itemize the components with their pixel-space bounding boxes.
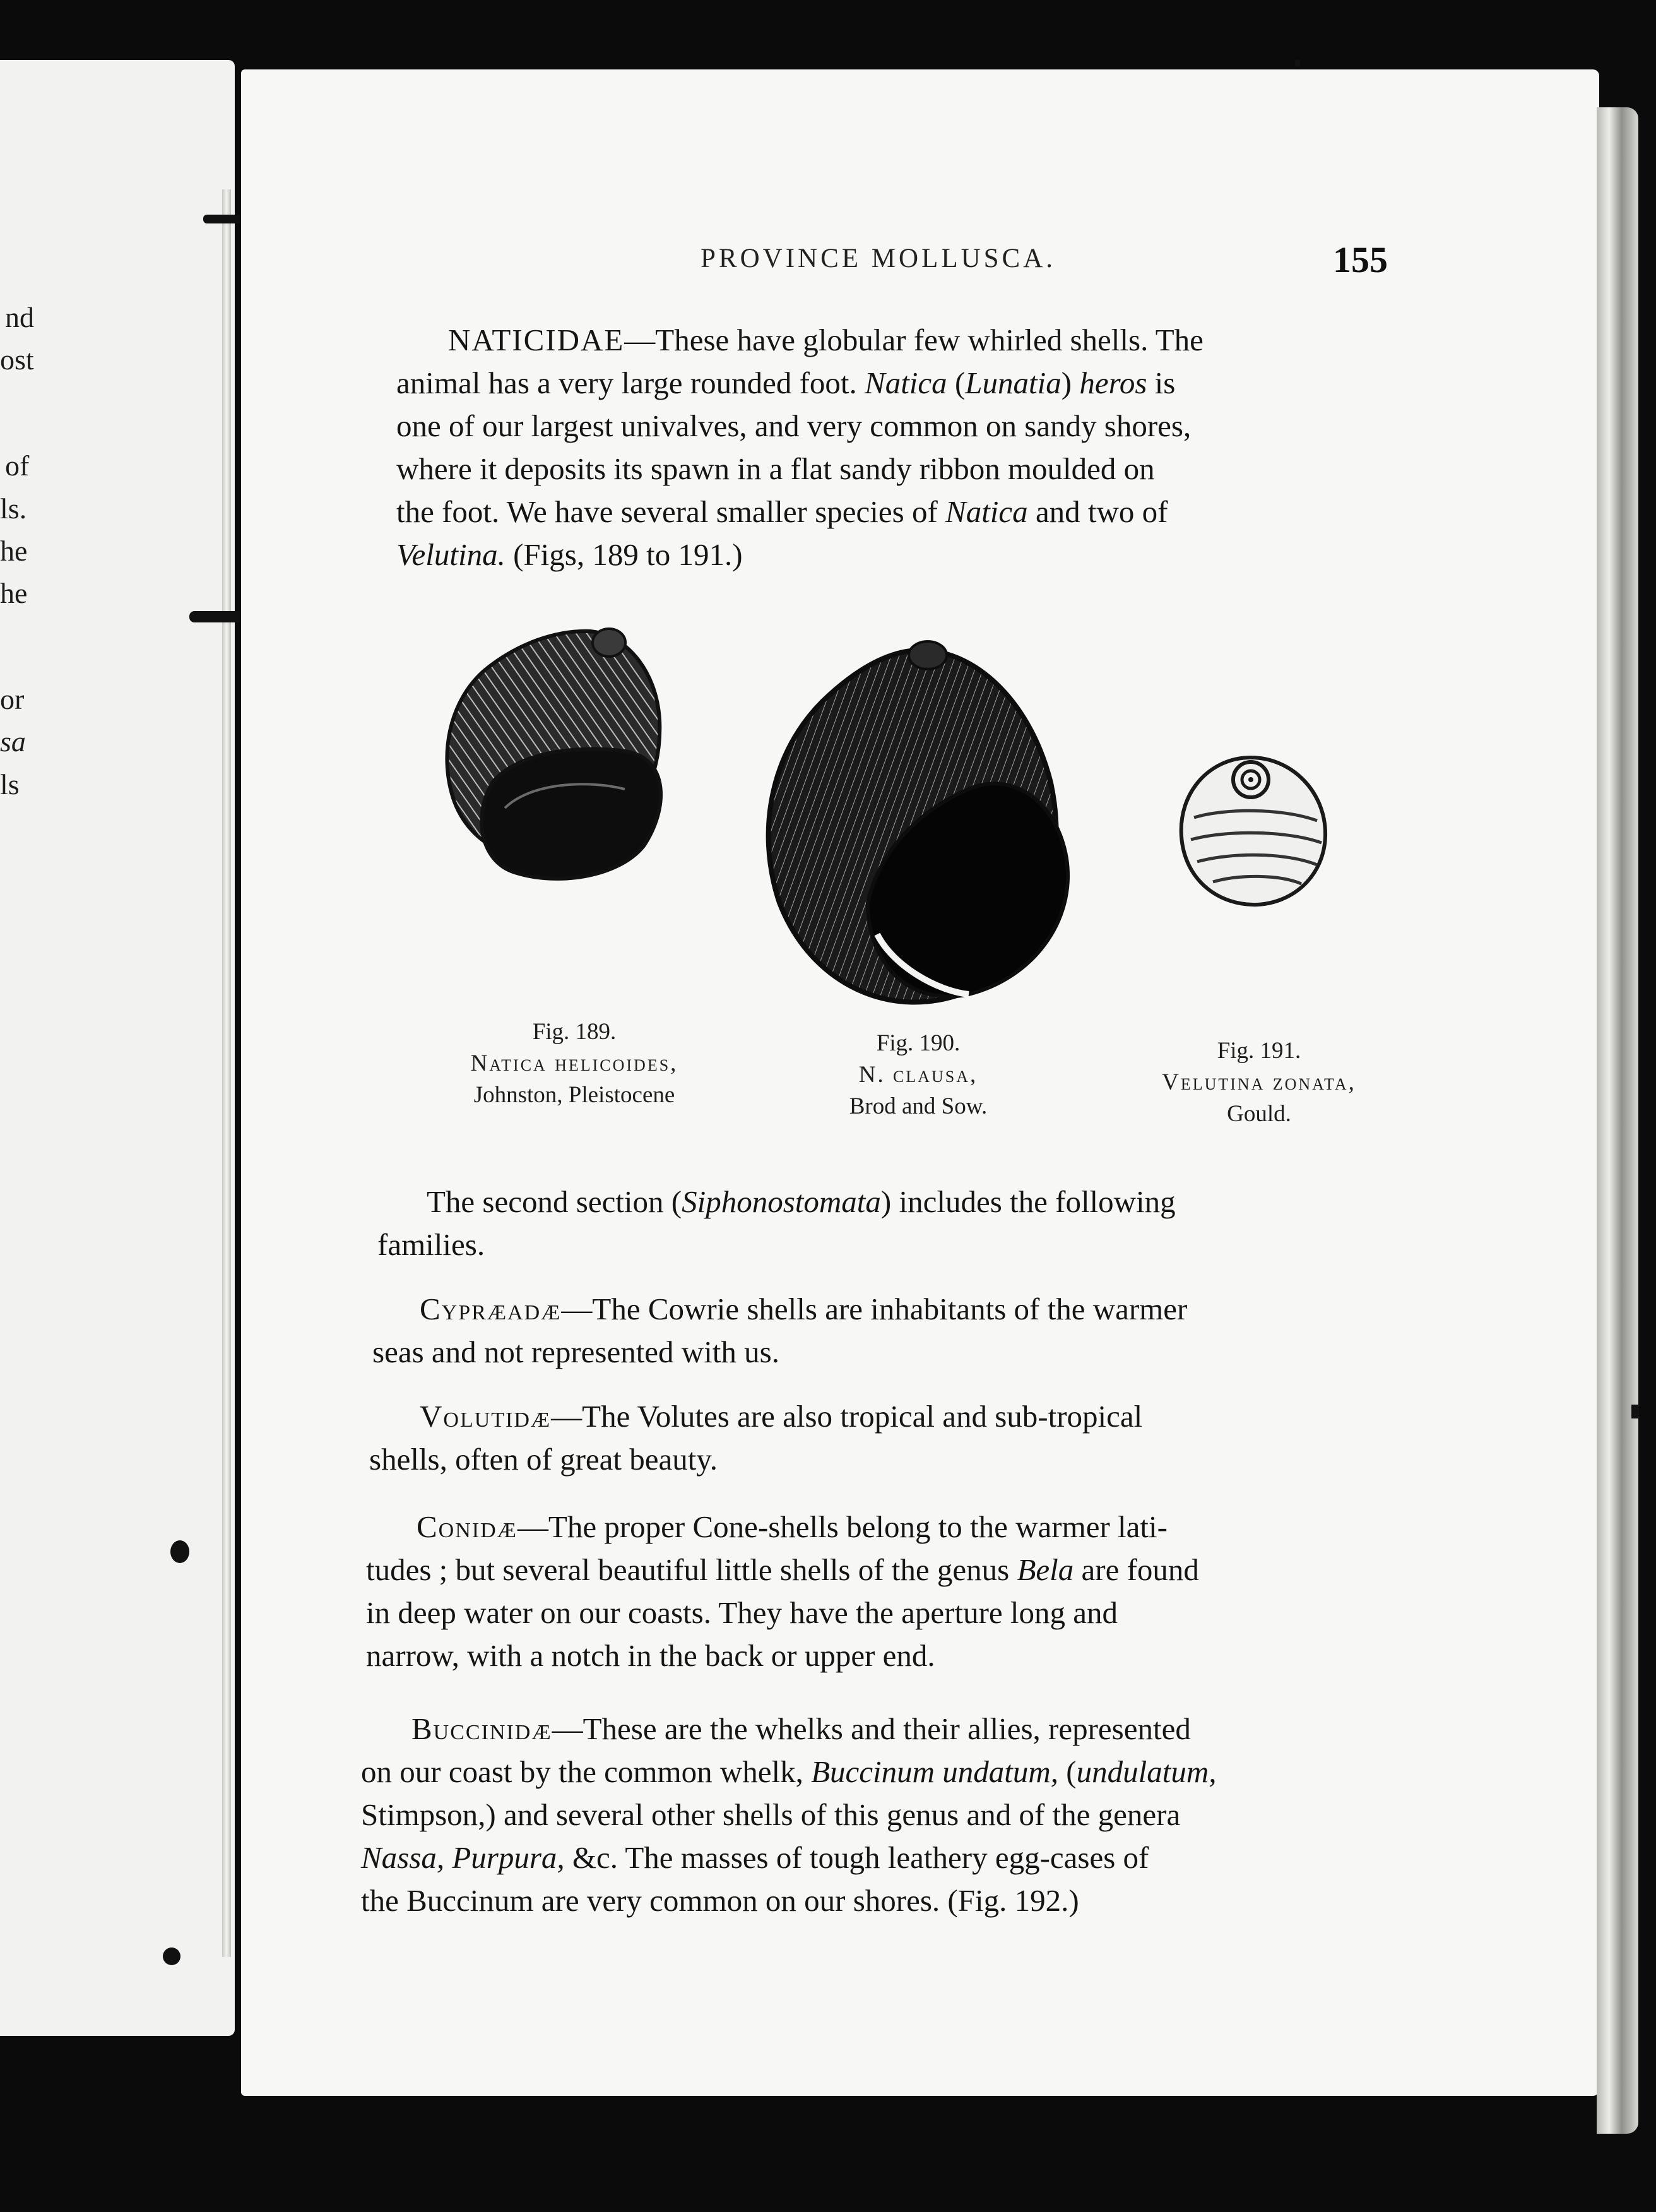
species-name: heros: [1079, 366, 1147, 400]
text-fragment: are found: [1081, 1552, 1199, 1587]
left-page-fragment: sa: [0, 725, 26, 758]
genus-name: Velutina.: [396, 537, 506, 572]
figure-caption: [1095, 1035, 1423, 1130]
text-line: —The Cowrie shells are inhabitants of the warmer: [561, 1292, 1188, 1326]
left-page-fragment: nd: [5, 301, 34, 333]
family-heading: Cypræadæ: [420, 1292, 562, 1326]
figure-author: Johnston, Pleistocene: [473, 1082, 675, 1108]
family-heading: Conidæ: [417, 1509, 518, 1544]
figure-author: Gould.: [1227, 1101, 1291, 1127]
scan-speck: [1295, 60, 1300, 66]
book-binding: [222, 189, 231, 1957]
figure-number: Fig. 191.: [1217, 1038, 1301, 1064]
left-page-fragment: he: [0, 577, 28, 609]
genus-name: Natica: [945, 494, 1028, 529]
text-fragment: ) includes the following: [880, 1184, 1176, 1219]
text-line: narrow, with a notch in the back or upper end.: [366, 1638, 935, 1673]
section-term: Siphonostomata: [682, 1184, 881, 1219]
shell-illustration-fig-191: [1175, 748, 1333, 912]
paragraph-cypraeadae: [372, 1288, 1366, 1374]
figure-reference: (Figs, 189 to 191.): [513, 537, 743, 572]
text-fragment: and two of: [1035, 494, 1168, 529]
figure-species: Velutina zonata,: [1162, 1069, 1356, 1095]
page-edge: [1597, 107, 1638, 2134]
family-heading: Volutidæ: [420, 1399, 552, 1434]
page-number: 155: [1333, 239, 1388, 280]
figure-number: Fig. 190.: [876, 1030, 961, 1056]
paragraph-conidae: [366, 1506, 1363, 1677]
figure-caption: [754, 1028, 1082, 1122]
binding-stitch: [163, 1947, 180, 1965]
text-line: the foot. We have several smaller species of: [396, 494, 938, 529]
family-heading: Buccinidæ: [411, 1711, 552, 1746]
figure-author: Brod and Sow.: [849, 1093, 988, 1119]
figure-caption: [410, 1016, 738, 1111]
text-line: one of our largest univalves, and very common on sandy shores,: [396, 408, 1192, 443]
genus-name: Natica: [865, 366, 947, 400]
left-page-fragment: of: [5, 449, 30, 482]
left-page: [0, 60, 235, 2036]
left-page-fragment: ls: [0, 768, 20, 800]
left-page-fragment: ost: [0, 343, 34, 376]
paragraph-buccinidae: [361, 1708, 1361, 1922]
paren-close: ): [1061, 366, 1072, 400]
species-alt-name: undulatum,: [1076, 1754, 1217, 1789]
text-line: Stimpson,) and several other shells of this genus and of the genera: [361, 1797, 1181, 1832]
scan-speck: [1631, 1405, 1639, 1418]
subgenus-name: Lunatia: [965, 366, 1062, 400]
left-page-fragment: ls.: [0, 492, 27, 525]
text-fragment: on our coast by the common whelk,: [361, 1754, 803, 1789]
text-line: animal has a very large rounded foot.: [396, 366, 857, 400]
text-line: —These have globular few whirled shells. The: [624, 323, 1204, 357]
left-page-fragment: or: [0, 683, 25, 715]
paren-open: (: [954, 366, 966, 400]
text-line: —These are the whelks and their allies, represented: [552, 1711, 1191, 1746]
text-line: shells, often of great beauty.: [369, 1442, 718, 1477]
paren-open: (: [1066, 1754, 1077, 1789]
genus-names: Nassa, Purpura,: [361, 1840, 565, 1875]
text-fragment: The second section (: [427, 1184, 682, 1219]
text-line: —The proper Cone-shells belong to the warmer lati-: [517, 1509, 1168, 1544]
paragraph-second-section: [377, 1180, 1371, 1266]
left-page-fragment: he: [0, 535, 28, 567]
text-line: where it deposits its spawn in a flat sandy ribbon moulded on: [396, 451, 1155, 486]
family-heading: NATICIDAE: [448, 323, 625, 357]
paragraph-volutidae: [369, 1395, 1366, 1481]
figure-species: N. clausa,: [858, 1062, 978, 1088]
genus-name: Bela: [1017, 1552, 1074, 1587]
species-name: Buccinum undatum,: [811, 1754, 1059, 1789]
text-line: families.: [377, 1227, 485, 1262]
paragraph-naticidae: [396, 319, 1393, 576]
figure-number: Fig. 189.: [532, 1019, 617, 1045]
figure-species: Natica helicoides,: [470, 1050, 678, 1076]
running-title: PROVINCE MOLLUSCA.: [701, 244, 1056, 273]
text-line: the Buccinum are very common on our shores. (Fig. 192.): [361, 1883, 1079, 1918]
binding-stitch: [189, 611, 245, 622]
binding-stitch: [170, 1540, 189, 1563]
text-fragment: is: [1154, 366, 1176, 400]
text-fragment: tudes ; but several beautiful little shells of the genus: [366, 1552, 1010, 1587]
text-line: seas and not represented with us.: [372, 1335, 779, 1369]
text-fragment: &c. The masses of tough leathery egg-cases of: [572, 1840, 1149, 1875]
text-line: —The Volutes are also tropical and sub-tropical: [551, 1399, 1143, 1434]
shell-illustration-fig-190: [760, 638, 1076, 1010]
shell-illustration-fig-189: [435, 619, 675, 896]
text-line: in deep water on our coasts. They have the aperture long and: [366, 1595, 1118, 1630]
